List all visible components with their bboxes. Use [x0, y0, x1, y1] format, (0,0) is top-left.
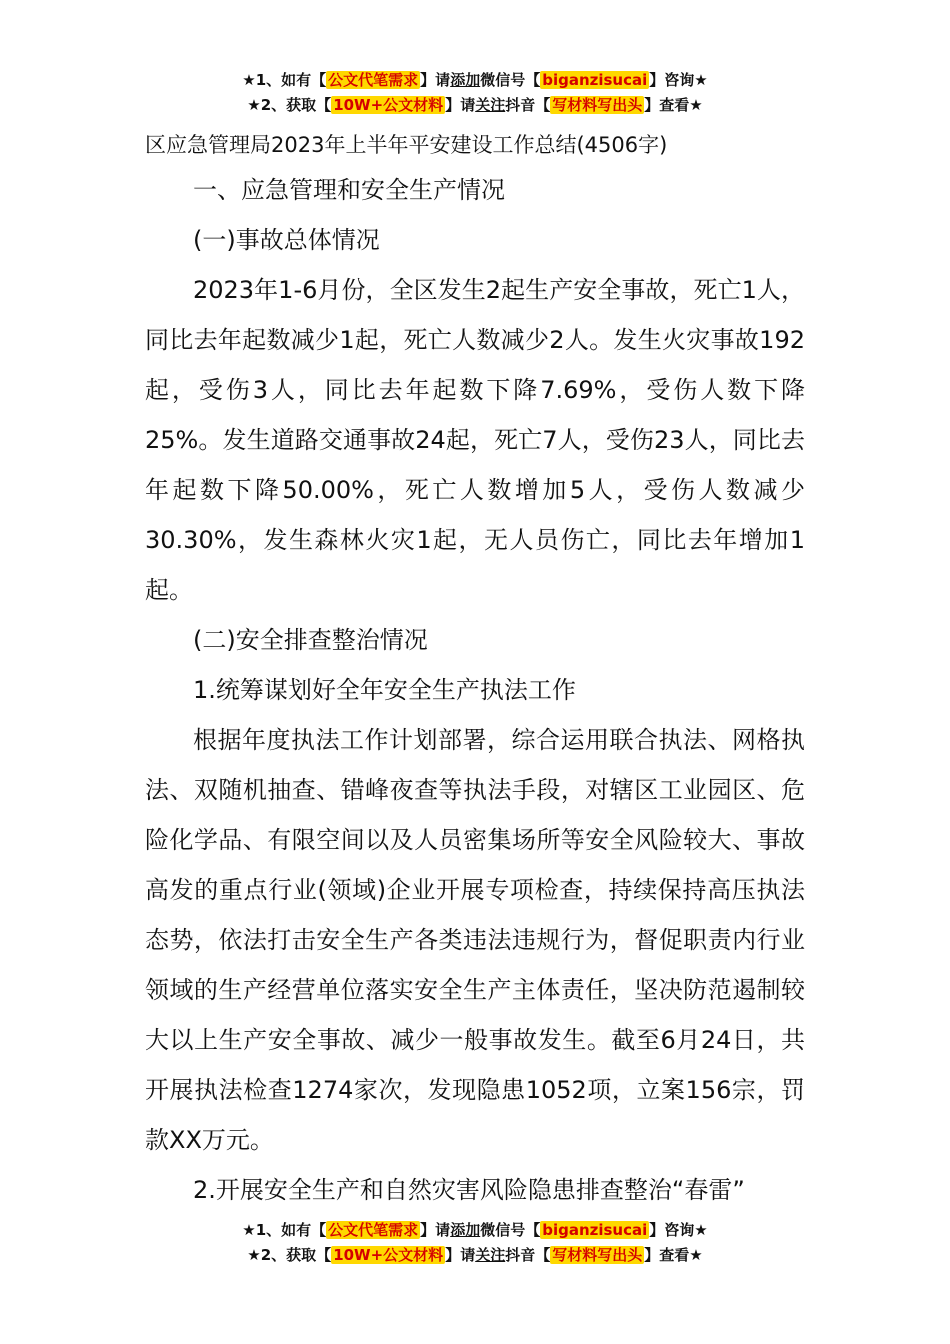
section-heading-1: 一、应急管理和安全生产情况: [193, 176, 505, 204]
footer-banner: [0, 1218, 950, 1268]
header-line-2-highlight-materials: 10W+公文材料: [333, 96, 444, 114]
header-line-1: [0, 68, 950, 93]
footer-line-2-prefix: ★2、获取【: [247, 1246, 332, 1264]
footer-line-1-prefix: ★1、如有【: [242, 1221, 327, 1239]
footer-line-2-suffix: 】查看★: [644, 1246, 703, 1264]
header-banner: [0, 68, 950, 118]
header-line-2-highlight-douyin: 写材料写出头: [552, 96, 643, 114]
item-heading-enforcement: 1.统筹谋划好全年安全生产执法工作: [193, 676, 576, 704]
footer-line-2-mid2: 抖音【: [505, 1246, 551, 1264]
document-body: [145, 125, 805, 1215]
header-line-2-suffix: 】查看★: [644, 96, 703, 114]
paragraph-enforcement: 根据年度执法工作计划部署，综合运用联合执法、网格执法、双随机抽查、错峰夜查等执法手段，对辖区工业园区、危险化学品、有限空间以及人员密集场所等安全风险较大、事故高发的重点行业(领域)企业开展专项检查，持续保持高压执法态势，依法打击安全生产各类违法违规行为，督促职责内行业领域的生产经营单位落实安全生产主体责任，坚决防范遏制较大以上生产安全事故、减少一般事故发生。截至6月24日，共开展执法检查1274家次，发现隐患1052项，立案156宗，罚款XX万元。: [145, 726, 805, 1154]
header-line-1-highlight-wechat: biganzisucai: [542, 71, 648, 89]
header-line-2: [0, 93, 950, 118]
item-heading-spring-thunder: 2.开展安全生产和自然灾害风险隐患排查整治“春雷”: [193, 1176, 745, 1204]
header-line-2-underline: 关注: [475, 96, 506, 114]
footer-line-1-highlight-service: 公文代笔需求: [328, 1221, 419, 1239]
subsection-heading-accidents: (一)事故总体情况: [193, 226, 380, 254]
footer-line-2: [0, 1243, 950, 1268]
header-line-1-underline: 添加: [450, 71, 481, 89]
header-line-1-prefix: ★1、如有【: [242, 71, 327, 89]
header-line-1-mid2: 微信号【: [480, 71, 541, 89]
footer-line-1: [0, 1218, 950, 1243]
footer-line-2-underline: 关注: [475, 1246, 506, 1264]
footer-line-1-highlight-wechat: biganzisucai: [542, 1221, 648, 1239]
header-line-2-mid2: 抖音【: [505, 96, 551, 114]
header-line-2-mid1: 】请: [445, 96, 476, 114]
header-line-1-suffix: 】咨询★: [649, 71, 708, 89]
footer-line-1-underline: 添加: [450, 1221, 481, 1239]
header-line-1-highlight-service: 公文代笔需求: [328, 71, 419, 89]
header-line-2-prefix: ★2、获取【: [247, 96, 332, 114]
footer-line-2-highlight-douyin: 写材料写出头: [552, 1246, 643, 1264]
footer-line-1-suffix: 】咨询★: [649, 1221, 708, 1239]
footer-line-1-mid2: 微信号【: [480, 1221, 541, 1239]
footer-line-1-mid1: 】请: [420, 1221, 451, 1239]
header-line-1-mid1: 】请: [420, 71, 451, 89]
document-title: 区应急管理局2023年上半年平安建设工作总结(4506字): [145, 133, 668, 157]
subsection-heading-inspection: (二)安全排查整治情况: [193, 626, 428, 654]
footer-line-2-mid1: 】请: [445, 1246, 476, 1264]
footer-line-2-highlight-materials: 10W+公文材料: [333, 1246, 444, 1264]
paragraph-accident-stats: 2023年1-6月份，全区发生2起生产安全事故，死亡1人，同比去年起数减少1起，死亡人数减少2人。发生火灾事故192起，受伤3人，同比去年起数下降7.69%，受伤人数下降25%。发生道路交通事故24起，死亡7人，受伤23人，同比去年起数下降50.00%，死亡人数增加5人，受伤人数减少30.30%，发生森林火灾1起，无人员伤亡，同比去年增加1起。: [145, 276, 805, 604]
